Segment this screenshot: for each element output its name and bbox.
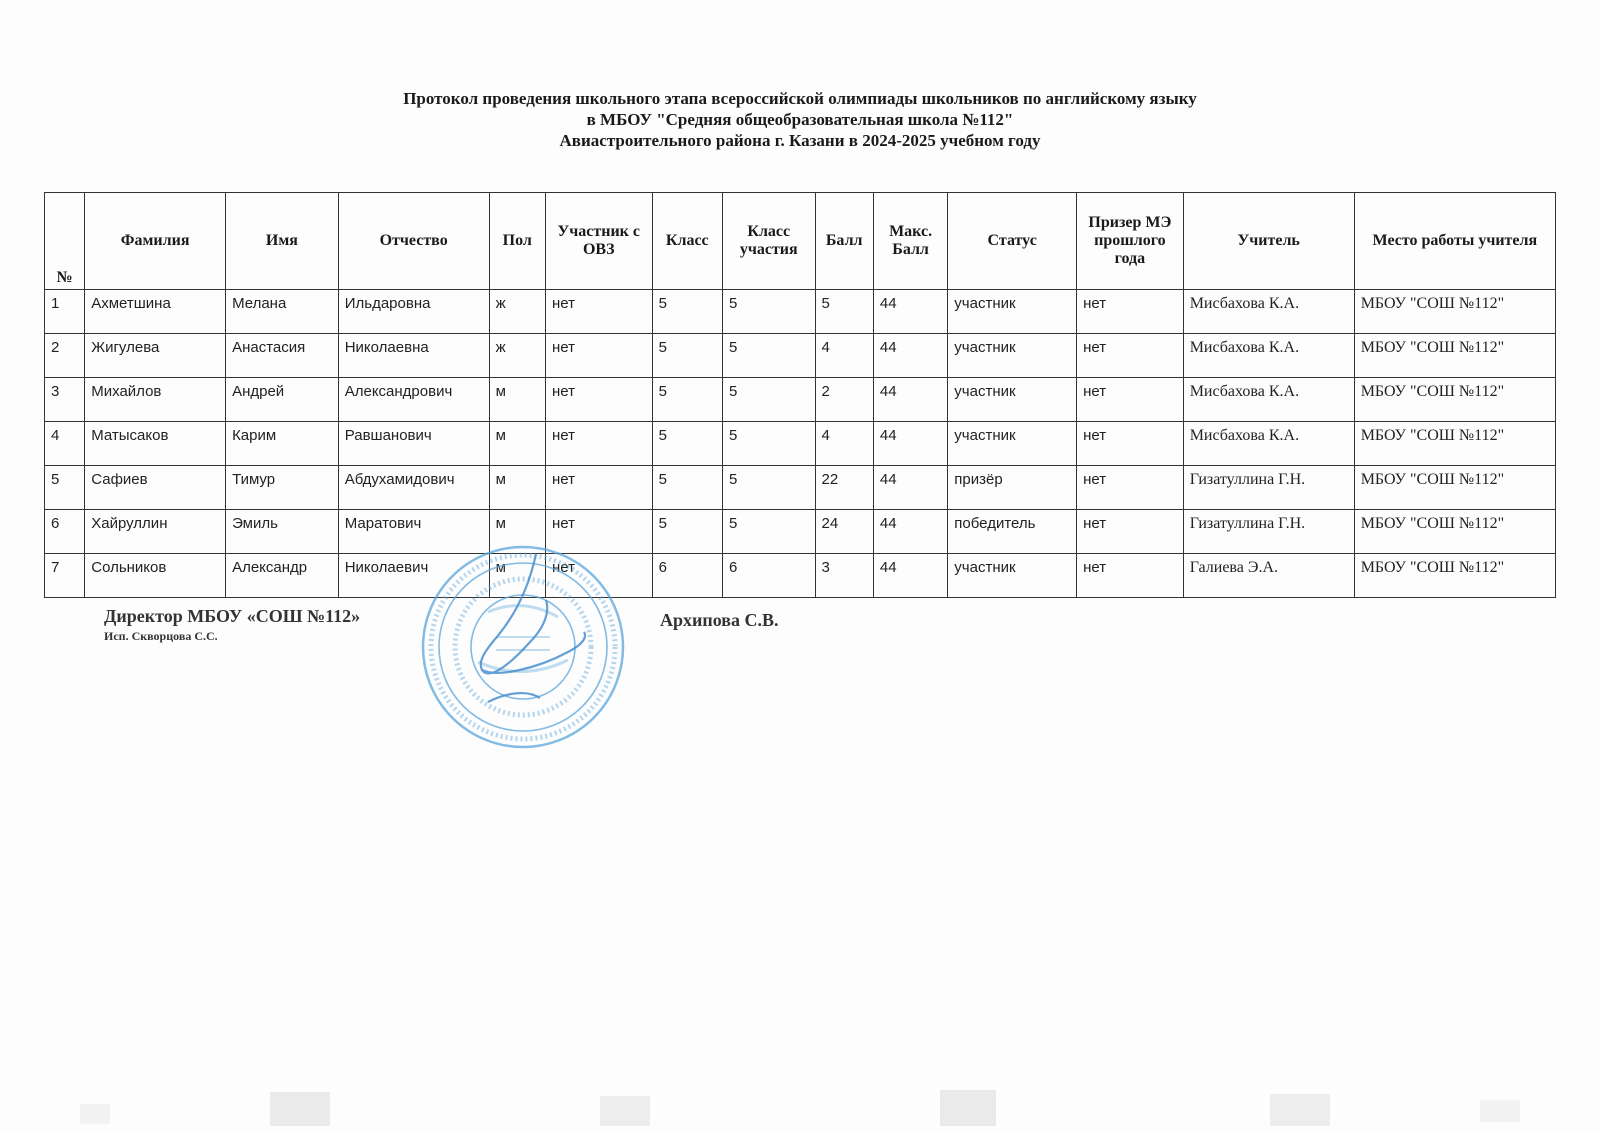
cell-grade: 5: [652, 422, 722, 466]
cell-num: 6: [45, 510, 85, 554]
document-title: [0, 88, 1600, 151]
cell-name: Анастасия: [226, 334, 339, 378]
cell-workplace: МБОУ "СОШ №112": [1354, 290, 1555, 334]
cell-sex: ж: [489, 334, 545, 378]
table-row: [45, 378, 1556, 422]
table-row: [45, 466, 1556, 510]
cell-surname: Хайруллин: [85, 510, 226, 554]
cell-status: участник: [948, 378, 1077, 422]
cell-max-score: 44: [873, 422, 947, 466]
cell-score: 24: [815, 510, 873, 554]
table-row: [45, 554, 1556, 598]
cell-workplace: МБОУ "СОШ №112": [1354, 378, 1555, 422]
cell-teacher: Гизатуллина Г.Н.: [1183, 466, 1354, 510]
executor-name: Исп. Скворцова С.С.: [104, 629, 218, 643]
cell-grade-participation: 5: [722, 466, 815, 510]
header-name: Имя: [226, 193, 339, 290]
header-patronymic: Отчество: [338, 193, 489, 290]
director-title: Директор МБОУ «СОШ №112»: [104, 606, 361, 626]
school-seal-stamp: [418, 542, 628, 752]
header-teacher: Учитель: [1183, 193, 1354, 290]
cell-ovz: нет: [545, 378, 652, 422]
cell-workplace: МБОУ "СОШ №112": [1354, 422, 1555, 466]
cell-name: Карим: [226, 422, 339, 466]
cell-score: 4: [815, 334, 873, 378]
cell-patronymic: Абдухамидович: [338, 466, 489, 510]
header-status: Статус: [948, 193, 1077, 290]
cell-patronymic: Александрович: [338, 378, 489, 422]
cell-surname: Сольников: [85, 554, 226, 598]
header-sex: Пол: [489, 193, 545, 290]
results-table: [44, 192, 1556, 598]
table-body: [45, 290, 1556, 598]
cell-ovz: нет: [545, 334, 652, 378]
cell-status: участник: [948, 554, 1077, 598]
cell-grade: 5: [652, 466, 722, 510]
cell-grade: 5: [652, 510, 722, 554]
cell-ovz: нет: [545, 554, 652, 598]
cell-prev-prize: нет: [1077, 378, 1184, 422]
cell-status: победитель: [948, 510, 1077, 554]
cell-num: 7: [45, 554, 85, 598]
cell-grade: 6: [652, 554, 722, 598]
cell-prev-prize: нет: [1077, 510, 1184, 554]
cell-score: 3: [815, 554, 873, 598]
cell-max-score: 44: [873, 554, 947, 598]
cell-num: 5: [45, 466, 85, 510]
cell-name: Андрей: [226, 378, 339, 422]
cell-status: участник: [948, 290, 1077, 334]
cell-ovz: нет: [545, 466, 652, 510]
cell-grade: 5: [652, 334, 722, 378]
cell-sex: м: [489, 510, 545, 554]
cell-prev-prize: нет: [1077, 290, 1184, 334]
cell-status: призёр: [948, 466, 1077, 510]
signature-block: [104, 606, 360, 644]
header-num: №: [45, 193, 85, 290]
table-row: [45, 510, 1556, 554]
cell-surname: Матысаков: [85, 422, 226, 466]
cell-grade-participation: 5: [722, 334, 815, 378]
cell-grade-participation: 5: [722, 510, 815, 554]
table-row: [45, 334, 1556, 378]
cell-score: 4: [815, 422, 873, 466]
cell-prev-prize: нет: [1077, 422, 1184, 466]
cell-max-score: 44: [873, 510, 947, 554]
title-line-2: в МБОУ "Средняя общеобразовательная школа №112": [586, 110, 1014, 129]
cell-workplace: МБОУ "СОШ №112": [1354, 510, 1555, 554]
cell-surname: Михайлов: [85, 378, 226, 422]
director-name: Архипова С.В.: [660, 610, 779, 630]
cell-ovz: нет: [545, 290, 652, 334]
cell-score: 22: [815, 466, 873, 510]
cell-max-score: 44: [873, 466, 947, 510]
header-ovz: Участник с ОВЗ: [545, 193, 652, 290]
cell-patronymic: Николаевич: [338, 554, 489, 598]
scan-noise: [0, 1070, 1600, 1132]
cell-status: участник: [948, 422, 1077, 466]
cell-grade-participation: 6: [722, 554, 815, 598]
cell-patronymic: Равшанович: [338, 422, 489, 466]
header-score: Балл: [815, 193, 873, 290]
cell-sex: м: [489, 466, 545, 510]
table-row: [45, 290, 1556, 334]
cell-max-score: 44: [873, 378, 947, 422]
cell-teacher: Галиева Э.А.: [1183, 554, 1354, 598]
cell-prev-prize: нет: [1077, 466, 1184, 510]
cell-grade: 5: [652, 378, 722, 422]
cell-prev-prize: нет: [1077, 334, 1184, 378]
cell-status: участник: [948, 334, 1077, 378]
cell-score: 5: [815, 290, 873, 334]
cell-num: 2: [45, 334, 85, 378]
header-grade: Класс: [652, 193, 722, 290]
cell-prev-prize: нет: [1077, 554, 1184, 598]
cell-surname: Сафиев: [85, 466, 226, 510]
cell-ovz: нет: [545, 422, 652, 466]
header-surname: Фамилия: [85, 193, 226, 290]
cell-num: 1: [45, 290, 85, 334]
cell-max-score: 44: [873, 334, 947, 378]
table-header-row: [45, 193, 1556, 290]
title-line-3: Авиастроительного района г. Казани в 2024-2025 учебном году: [559, 131, 1041, 150]
cell-name: Александр: [226, 554, 339, 598]
cell-patronymic: Ильдаровна: [338, 290, 489, 334]
cell-workplace: МБОУ "СОШ №112": [1354, 334, 1555, 378]
cell-name: Эмиль: [226, 510, 339, 554]
table-row: [45, 422, 1556, 466]
cell-name: Тимур: [226, 466, 339, 510]
cell-max-score: 44: [873, 290, 947, 334]
cell-sex: м: [489, 378, 545, 422]
header-prev-prize: Призер МЭ прошлого года: [1077, 193, 1184, 290]
cell-patronymic: Маратович: [338, 510, 489, 554]
cell-sex: ж: [489, 290, 545, 334]
cell-grade-participation: 5: [722, 422, 815, 466]
cell-ovz: нет: [545, 510, 652, 554]
cell-name: Мелана: [226, 290, 339, 334]
cell-teacher: Мисбахова К.А.: [1183, 422, 1354, 466]
header-grade-participation: Класс участия: [722, 193, 815, 290]
cell-workplace: МБОУ "СОШ №112": [1354, 466, 1555, 510]
cell-teacher: Мисбахова К.А.: [1183, 290, 1354, 334]
cell-teacher: Мисбахова К.А.: [1183, 378, 1354, 422]
cell-score: 2: [815, 378, 873, 422]
cell-num: 4: [45, 422, 85, 466]
cell-teacher: Мисбахова К.А.: [1183, 334, 1354, 378]
title-line-1: Протокол проведения школьного этапа всероссийской олимпиады школьников по английскому языку: [403, 89, 1197, 108]
header-max-score: Макс. Балл: [873, 193, 947, 290]
cell-workplace: МБОУ "СОШ №112": [1354, 554, 1555, 598]
cell-sex: м: [489, 422, 545, 466]
cell-surname: Жигулева: [85, 334, 226, 378]
cell-grade: 5: [652, 290, 722, 334]
cell-grade-participation: 5: [722, 378, 815, 422]
cell-surname: Ахметшина: [85, 290, 226, 334]
header-workplace: Место работы учителя: [1354, 193, 1555, 290]
cell-grade-participation: 5: [722, 290, 815, 334]
cell-num: 3: [45, 378, 85, 422]
cell-sex: м: [489, 554, 545, 598]
cell-patronymic: Николаевна: [338, 334, 489, 378]
cell-teacher: Гизатуллина Г.Н.: [1183, 510, 1354, 554]
